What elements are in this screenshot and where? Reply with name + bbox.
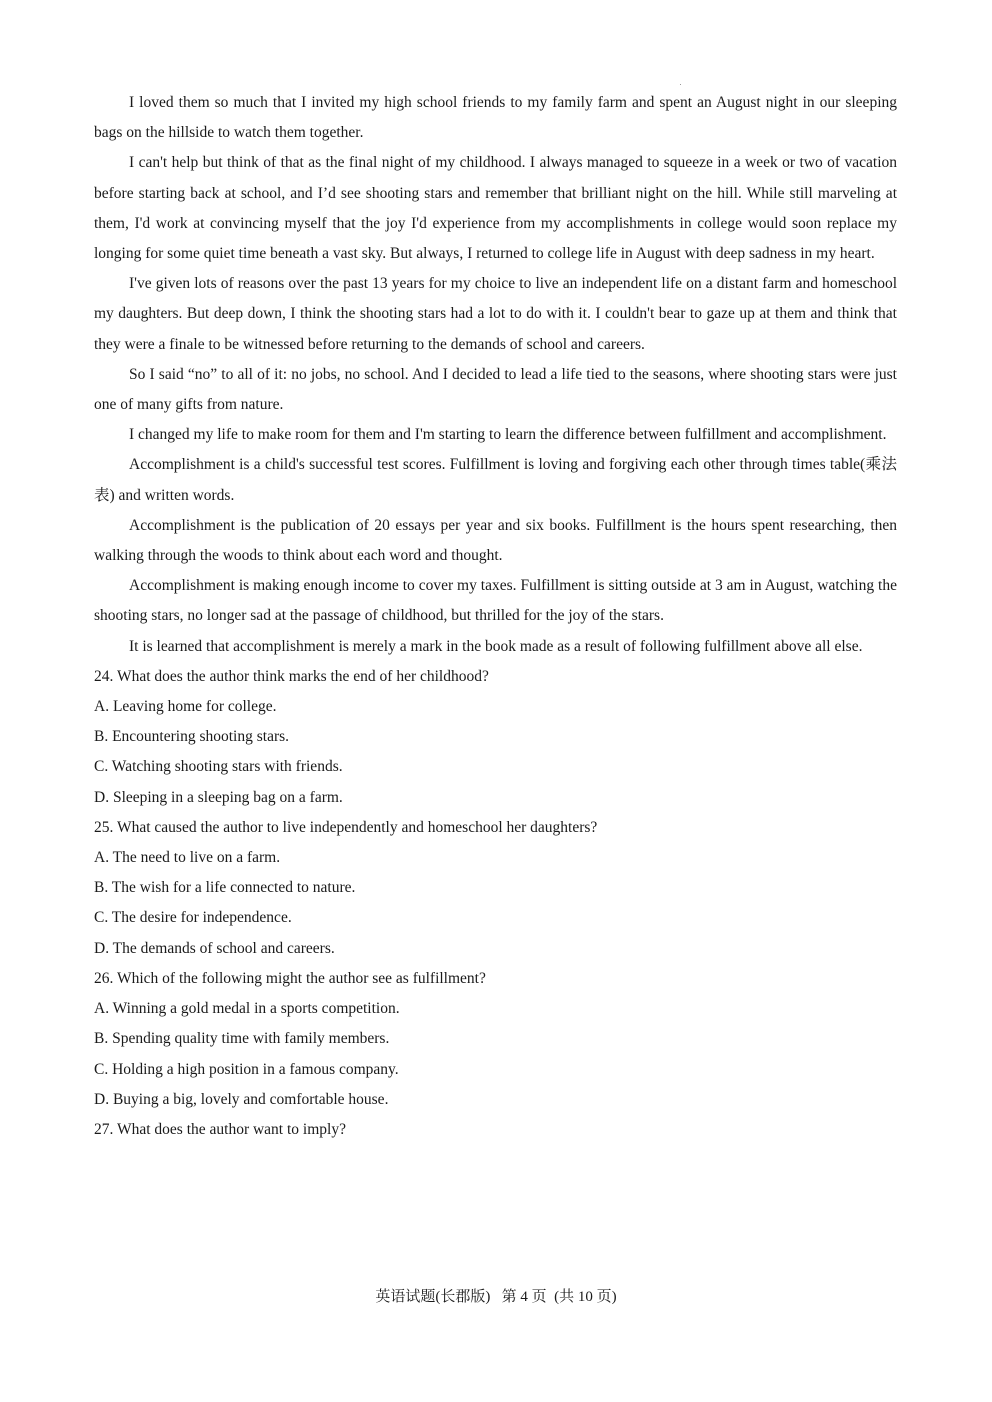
answer-option-d: D. Buying a big, lovely and comfortable house. [94, 1090, 389, 1108]
question-stem: 25. What caused the author to live independently and homeschool her daughters? [94, 818, 598, 836]
answer-option-c: C. The desire for independence. [94, 909, 292, 927]
passage-paragraph-2: I can't help but think of that as the final night of my childhood. I always managed to squeeze in a week or two of vacation before starting back at school, and I’d see shooting stars and remember that brilliant night on the hill. While still marveling at them, I'd work at convincing myself that the joy I'd experience from my accomplishments in college would soon replace my longing for some quiet time beneath a vast sky. But always, I returned to college life in August with deep sadness in my heart. [94, 154, 897, 263]
passage-paragraph-9: It is learned that accomplishment is merely a mark in the book made as a result of following fulfillment above all else. [129, 637, 863, 655]
answer-option-b: B. Encountering shooting stars. [94, 728, 290, 746]
answer-option-d: D. Sleeping in a sleeping bag on a farm. [94, 788, 343, 806]
question-stem: 26. Which of the following might the author see as fulfillment? [94, 969, 486, 987]
answer-option-a: A. The need to live on a farm. [94, 849, 281, 867]
passage-paragraph-5: I changed my life to make room for them and I'm starting to learn the difference between fulfillment and accomplishment. [129, 426, 887, 444]
passage-paragraph-6: Accomplishment is a child's successful test scores. Fulfillment is loving and forgiving each other through times table(乘法表) and written words. [94, 456, 897, 504]
question-25 [94, 813, 897, 964]
answer-option-c: C. Holding a high position in a famous company. [94, 1060, 399, 1078]
passage-paragraph-3: I've given lots of reasons over the past 13 years for my choice to live an independent life on a distant farm and homeschool my daughters. But deep down, I think the shooting stars had a lot to do with it. I couldn't bear to gaze up at them and think that they were a finale to be witnessed before returning to the demands of school and careers. [94, 275, 897, 353]
reading-passage [94, 88, 897, 662]
passage-paragraph-7: Accomplishment is the publication of 20 essays per year and six books. Fulfillment is the hours spent researching, then walking through the woods to think about each word and thought. [94, 516, 897, 565]
answer-option-c: C. Watching shooting stars with friends. [94, 758, 343, 776]
scan-speck [680, 84, 681, 85]
question-24 [94, 662, 897, 813]
passage-paragraph-8: Accomplishment is making enough income to cover my taxes. Fulfillment is sitting outside at 3 am in August, watching the shooting stars, no longer sad at the passage of childhood, but thrilled for the joy of the stars. [94, 577, 897, 625]
answer-option-b: B. Spending quality time with family members. [94, 1030, 390, 1048]
answer-option-a: A. Leaving home for college. [94, 698, 277, 716]
answer-option-a: A. Winning a gold medal in a sports competition. [94, 1000, 400, 1018]
question-26 [94, 964, 897, 1115]
passage-paragraph-1: I loved them so much that I invited my high school friends to my family farm and spent an August night in our sleeping bags on the hillside to watch them together. [94, 94, 897, 142]
exam-page-body [94, 88, 897, 1145]
answer-option-b: B. The wish for a life connected to nature. [94, 879, 356, 897]
question-27 [94, 1115, 897, 1145]
question-stem: 27. What does the author want to imply? [94, 1120, 346, 1138]
answer-option-d: D. The demands of school and careers. [94, 939, 335, 957]
passage-paragraph-4: So I said “no” to all of it: no jobs, no school. And I decided to lead a life tied to the seasons, where shooting stars were just one of many gifts from nature. [94, 365, 897, 414]
page-footer: 英语试题(长郡版) 第 4 页 (共 10 页) [375, 1289, 617, 1305]
question-stem: 24. What does the author think marks the end of her childhood? [94, 667, 489, 685]
